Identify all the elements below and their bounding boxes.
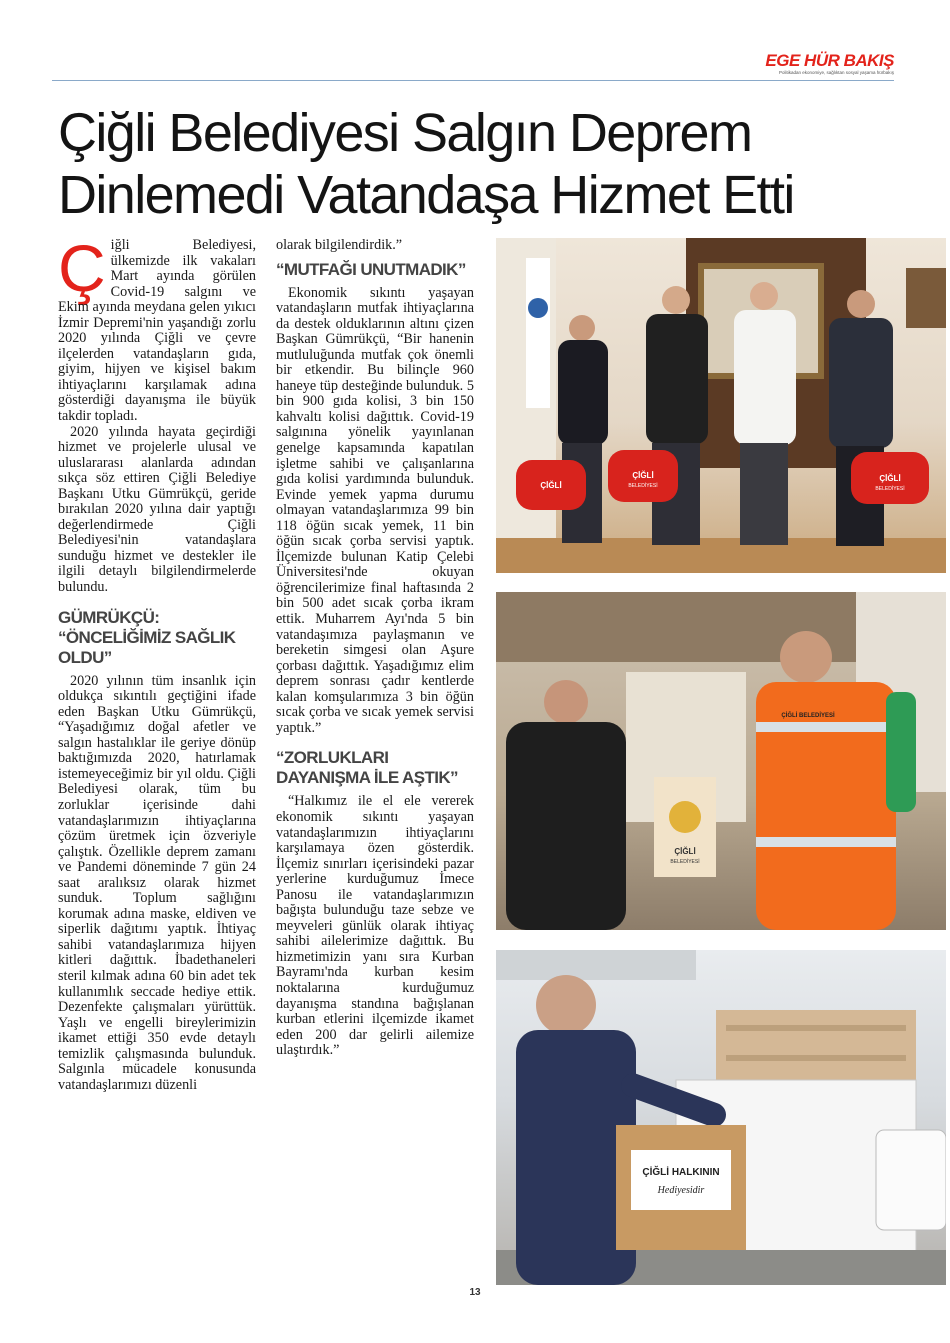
logo-tagline: Politikadan ekonomiye, sağlıktan sosyal yaşama hürbakış bbox=[778, 70, 894, 75]
article-column-1 bbox=[58, 231, 256, 1093]
section-subheading: GÜMRÜKÇÜ: “ÖNCELİĞİMİZ SAĞLIK OLDU” bbox=[58, 607, 236, 667]
paragraph: iğli Belediyesi, ülkemizde ilk vakaları Mart ayında görülen Covid-19 salgını ve Ekim ayında meydana gelen yıkıcı İzmir Depremi'nin yaşandığı zorlu 2020 yılında Çiğli ve çevre ilçelerden vatandaşların gıda, giyim, hijyen ve kişisel bakım ihtiyaçlarını karşılamak adına gösterdiği dayanışma ile büyük takdir topladı. bbox=[58, 237, 256, 425]
vest-label: ÇİĞLİ BELEDİYESİ bbox=[781, 713, 835, 719]
bag-label: BELEDİYESİ bbox=[875, 486, 905, 492]
box-label: ÇİĞLİ HALKININ bbox=[642, 1167, 720, 1178]
paragraph: Ekonomik sıkıntı yaşayan vatandaşların mutfak ihtiyaçlarına da destek olduklarının altını çizen Başkan Gümrükçü, “Bir hanenin mutluluğunda mutfak çok önemli bir etkendir. Bu bilinçle 960 haneye tüp desteğinde bulunduk. 5 bin 900 gıda kolisi, 3 bin 150 kahvaltı kolisi dağıttık. Covid-19 salgınına yönelik yayınlanan genelge kapsamında kapatılan işletme sahibi ve çalışanlarına gıda kolisi yardımında bulunduk. Evinde yemek yapma durumu olmayan vatandaşlarımıza 99 bin 118 öğün sıcak yemek, 11 bin öğün sıcak çorba servisi yaptık. İlçemizde bulunan Katip Çelebi Üniversitesi'nde okuyan öğrencilerimize final haftasında 2 bin 500 adet sıcak çorba ikram ettik. Muharrem Ayı'nda 5 bin vatandaşımıza paylaşmanın ve bereketin simgesi olan Aşure çorbası dağıttık. Yaşadığımız elim deprem sonrası çadır kentlerde kalan komşularımıza 3 bin öğün sıcak çorba ve sıcak yemek servisi yaptık.” bbox=[276, 284, 474, 736]
box-label: Hediyesidir bbox=[657, 1185, 705, 1196]
paragraph: 2020 yılının tüm insanlık için oldukça sıkıntılı geçtiğini ifade eden Başkan Utku Gümrükçü, “Yaşadığımız doğal afetler ve salgın hastalıklar ile geriye dönüp baktığımızda 2020, hatırlamak istemeyeceğimiz bir yıl oldu. Çiğli Belediyesi olarak, tüm bu zorluklar içerisinde dahi vatandaşlarımızın ihtiyaçlarına çözüm üretmek için özveriyle çalıştık. Özellikle deprem zamanı ve Pandemi döneminde 7 gün 24 saat aralıksız olarak hizmet sunduk. Toplum sağlığını korumak adına maske, eldiven ve siperlik dağıtımı yaptık. İhtiyaç sahibi vatandaşlarımıza hijyen kitleri dağıttık. İbadethaneleri steril kılmak adına 60 bin adet tek kullanımlık seccade hediye ettik. Dezenfekte çalışmaları yürüttük. Yaşlı ve engelli bireylerimizin ikamet ettiği 350 evde detaylı temizlik çalışmasında bulunduk. Salgınla mücadele konusunda vatandaşlarımızı düzenli bbox=[58, 672, 256, 1093]
bag-label: ÇİĞLİ bbox=[632, 471, 654, 480]
section-subheading: “MUTFAĞI UNUTMADIK” bbox=[276, 259, 466, 279]
paragraph: 2020 yılında hayata geçirdiği hizmet ve projelerle ulusal ve uluslararası alanlarda adından sıkça söz ettiren Çiğli Belediye Başkanı Utku Gümrükçü, geride bırakılan 2020 yılına dair yaptığı değerlendirmede Çiğli Belediyesi'nin vatandaşlara sunduğu hizmet ve destekler ile ilgili detaylı bilgilendirmelerde bulundu. bbox=[58, 423, 256, 596]
header-rule bbox=[52, 80, 894, 81]
bag-label: ÇİĞLİ bbox=[540, 481, 562, 490]
bag-label: ÇİĞLİ bbox=[879, 474, 901, 483]
photo-gift-bag-handover bbox=[496, 592, 946, 930]
paragraph: “Halkımız ile el ele vererek ekonomik sıkıntı yaşayan vatandaşlarımızın ihtiyaçlarını karşılamaya özen gösterdik. İlçemiz sınırları içerisindeki pazar yerlerine kurduğumuz İmece Panosu ile vatandaşlarımızın bağışta bulunduğu taze sebze ve meyveleri günlük olarak ihtiyaç sahibi ailelerimize dağıttık. Bu hizmetimizin yanı sıra Kurban Bayramı'nda kurban kesim noktalarına kurduğumuz dayanışma standına bağışlanan kurban etlerini ilçemizde ikamet eden 200 dar gelirli ailemize ulaştırdık.” bbox=[276, 793, 474, 1059]
page-number: 13 bbox=[469, 1287, 481, 1298]
drop-cap: Ç bbox=[58, 231, 106, 305]
photo-officials-with-gift-bags bbox=[496, 238, 946, 573]
paragraph: olarak bilgilendirdik.” bbox=[276, 237, 403, 253]
publication-logo bbox=[765, 52, 894, 75]
bag-label: BELEDİYESİ bbox=[628, 483, 658, 489]
article-column-2 bbox=[276, 238, 474, 1059]
article-headline: Çiğli Belediyesi Salgın Deprem Dinlemedi Vatandaşa Hizmet Etti bbox=[58, 103, 794, 225]
section-subheading: “ZORLUKLARI DAYANIŞMA İLE AŞTIK” bbox=[276, 748, 458, 788]
logo-name: EGE HÜR BAKIŞ bbox=[765, 51, 894, 70]
photo-food-box-delivery bbox=[496, 950, 946, 1285]
giftbag-label: ÇİĞLİ bbox=[674, 847, 696, 856]
giftbag-label: BELEDİYESİ bbox=[670, 859, 700, 865]
